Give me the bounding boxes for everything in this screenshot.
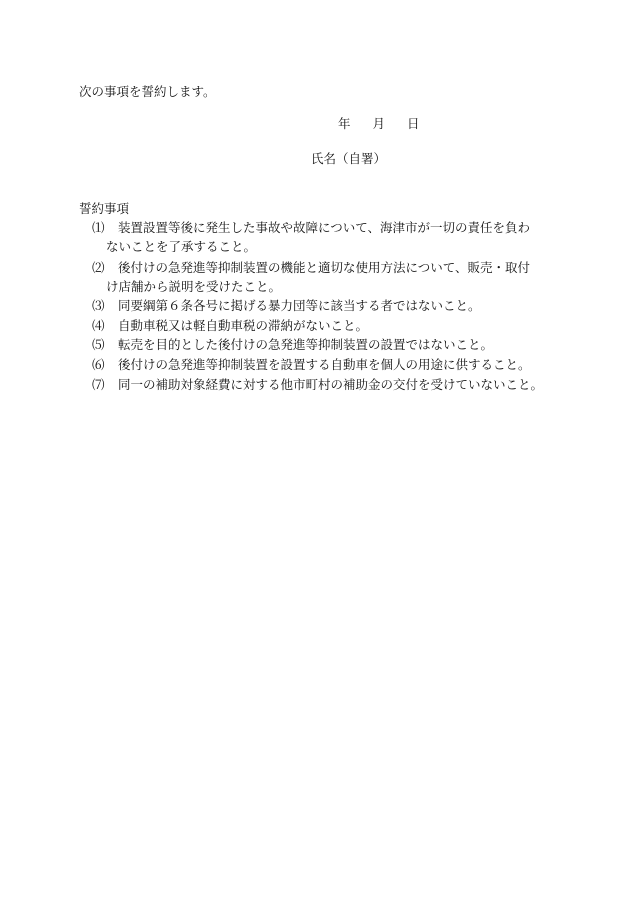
intro-text: 次の事項を誓約します。 <box>79 84 216 99</box>
pledge-item-text: 同一の補助対象経費に対する他市町村の補助金の交付を受けていないこと。 <box>118 377 544 392</box>
signature-line <box>311 153 386 166</box>
pledge-item-text: 装置設置等後に発生した事故や故障について、海津市が一切の責任を負わ <box>118 220 531 235</box>
pledge-item-number: ⑸ <box>92 337 105 352</box>
pledge-item-text: 後付けの急発進等抑制装置を設置する自動車を個人の用途に供すること。 <box>118 357 531 372</box>
pledge-item-number: ⑶ <box>92 298 105 313</box>
pledge-item-number: ⑺ <box>92 377 105 392</box>
pledge-item-text: 自動車税又は軽自動車税の滞納がないこと。 <box>118 318 369 333</box>
signature-note: （自署） <box>336 151 387 166</box>
date-month-label: 月 <box>372 116 386 131</box>
section-heading: 誓約事項 <box>79 201 130 216</box>
pledge-item-number: ⑵ <box>92 260 105 275</box>
pledge-item-number: ⑴ <box>92 220 105 235</box>
date-day-label: 日 <box>407 116 420 131</box>
pledge-item-text: 同要綱第６条各号に掲げる暴力団等に該当する者ではないこと。 <box>118 298 481 313</box>
date-year-label: 年 <box>338 116 351 131</box>
date-line <box>338 118 420 131</box>
pledge-item-text-continued: け店舗から説明を受けたこと。 <box>106 279 282 294</box>
signature-label: 氏名 <box>311 151 337 166</box>
pledge-item-number: ⑷ <box>92 318 105 333</box>
pledge-item-text: 後付けの急発進等抑制装置の機能と適切な使用方法について、販売・取付 <box>118 260 531 275</box>
pledge-item-text-continued: ないことを了承すること。 <box>106 239 257 254</box>
pledge-item-number: ⑹ <box>92 357 105 372</box>
pledge-item-text: 転売を目的とした後付けの急発進等抑制装置の設置ではないこと。 <box>118 337 494 352</box>
